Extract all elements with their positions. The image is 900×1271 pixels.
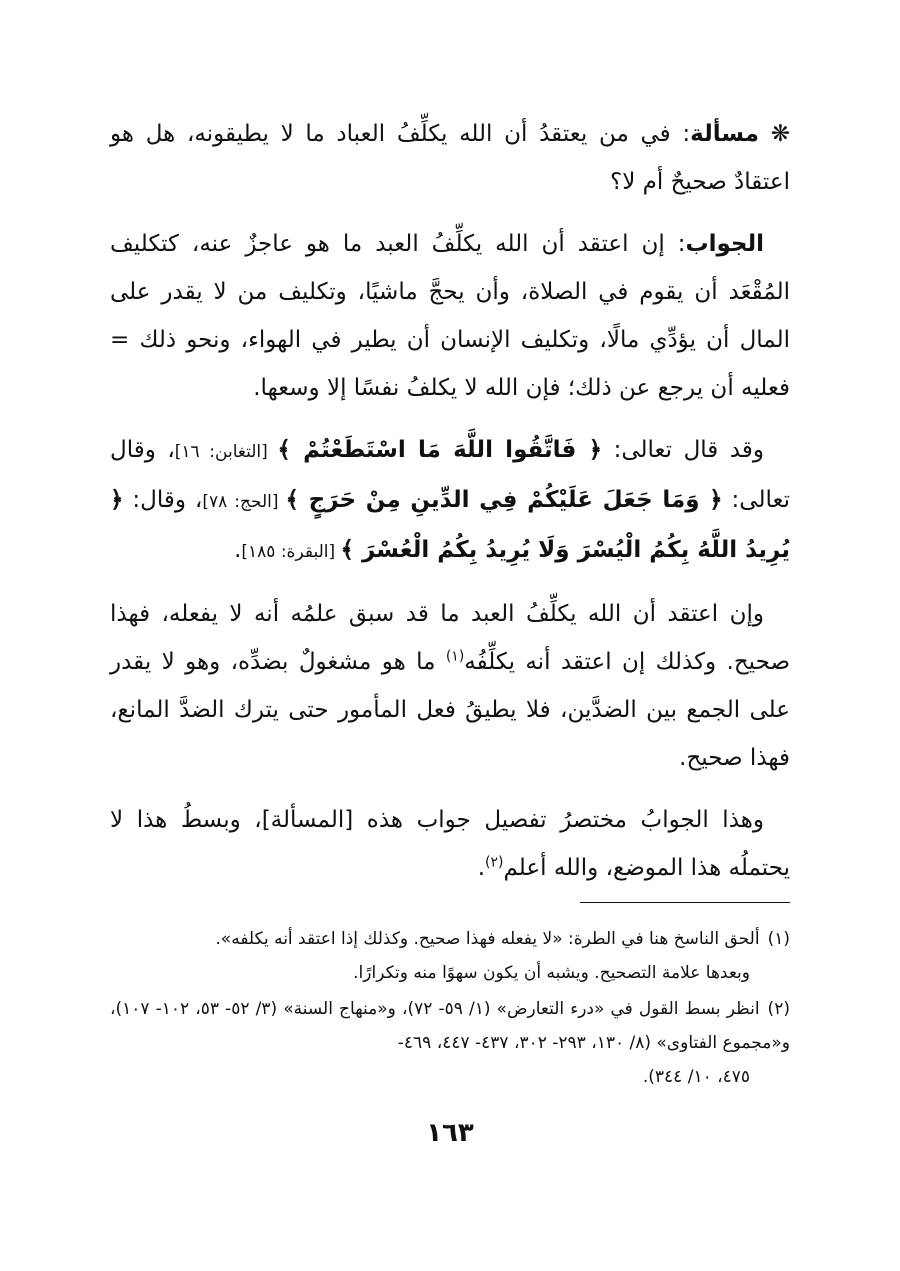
- ayah-hajj: ﴿ وَمَا جَعَلَ عَلَيْكُمْ فِي الدِّينِ مِنْ حَرَجٍ ﴾: [285, 487, 723, 513]
- verses-connector-2: ، وقال:: [123, 487, 203, 513]
- verses-connector-1: ، وقال تعالى:: [110, 437, 790, 513]
- verses-paragraph: [110, 426, 790, 576]
- paragraph-four: [110, 796, 790, 892]
- paragraph-three-part1: وإن اعتقد أن الله يكلِّفُ العبد ما قد سبق علمُه أنه لا يفعله، فهذا صحيح. وكذلك إن اعتقد أنه يكلِّفُه: [110, 601, 791, 675]
- answer-label: الجواب: [685, 231, 764, 257]
- footnote-ref-1[interactable]: (١): [445, 648, 465, 665]
- footnote-2-line2: ٤٧٥، ١٠/ ٣٤٤).: [642, 1067, 750, 1087]
- footnote-1-line1: ألحق الناسخ هنا في الطرة: «لا يفعله فهذا صحيح. وكذلك إذا اعتقد أنه يكلفه».: [215, 929, 760, 949]
- citation-taghabun: [التغابن: ١٦]: [174, 442, 278, 462]
- question-paragraph: [110, 110, 790, 206]
- footnote-1-line2: وبعدها علامة التصحيح. ويشبه أن يكون سهوًا منه وتكرارًا.: [353, 963, 750, 983]
- footnote-1-number: (١): [767, 929, 790, 949]
- footnote-separator: [580, 902, 790, 903]
- footnote-2-line1: انظر بسط القول في «درء التعارض» (١/ ٥٩- ٧٢)، و«منهاج السنة» (٣/ ٥٢- ٥٣، ١٠٢- ١٠٧)، و«مجموع الفتاوى» (٨/ ١٣٠، ٢٩٣- ٣٠٢، ٤٣٧- ٤٤٧، ٤٦٩-: [110, 999, 790, 1053]
- asterisk-icon: ❋: [770, 121, 791, 147]
- ayah-baqarah: ﴿ يُرِيدُ اللَّهُ بِكُمُ الْيُسْرَ وَلَا يُرِيدُ بِكُمُ الْعُسْرَ ﴾: [110, 487, 790, 563]
- paragraph-three: [110, 590, 790, 782]
- answer-paragraph: [110, 220, 790, 412]
- verses-end: .: [234, 537, 242, 563]
- page-number: ١٦٣: [426, 1118, 474, 1148]
- ayah-taghabun: ﴿ فَاتَّقُوا اللَّهَ مَا اسْتَطَعْتُمْ ﴾: [277, 437, 603, 463]
- question-label: مسألة: [690, 121, 760, 147]
- verses-intro: وقد قال تعالى:: [602, 437, 764, 463]
- citation-baqarah: [البقرة: ١٨٥]: [241, 542, 341, 562]
- footnotes: [110, 922, 790, 1096]
- main-text: [110, 110, 790, 906]
- paragraph-four-end: .: [477, 855, 485, 881]
- paragraph-three-part2: ما هو مشغولٌ بضدِّه، وهو لا يقدر على الجمع بين الضدَّين، فلا يطيقُ فعل المأمور حتى يترك الضدَّ المانع، فهذا صحيح.: [110, 649, 790, 771]
- footnote-1: [110, 922, 790, 990]
- question-text: : في من يعتقدُ أن الله يكلِّفُ العباد ما لا يطيقونه، هل هو اعتقادٌ صحيحٌ أم لا؟: [110, 121, 790, 195]
- footnote-2-number: (٢): [767, 999, 790, 1019]
- footnote-ref-2[interactable]: (٢): [485, 854, 504, 871]
- paragraph-four-part1: وهذا الجوابُ مختصرُ تفصيل جواب هذه [المسألة]، وبسطُ هذا لا يحتملُه هذا الموضع، والله أعلم: [110, 807, 790, 881]
- answer-text: : إن اعتقد أن الله يكلِّفُ العبد ما هو عاجزٌ عنه، كتكليف المُقْعَد أن يقوم في الصلاة، وأن يحجَّ ماشيًا، وتكليف من لا يقدر على المال أن يؤدِّي مالًا، وتكليف الإنسان أن يطير في الهواء، ونحو ذلك = فعليه أن يرجع عن ذلك؛ فإن الله لا يكلفُ نفسًا إلا وسعها.: [110, 231, 790, 401]
- citation-hajj: [الحج: ٧٨]: [202, 492, 286, 512]
- footnote-2: [110, 992, 790, 1094]
